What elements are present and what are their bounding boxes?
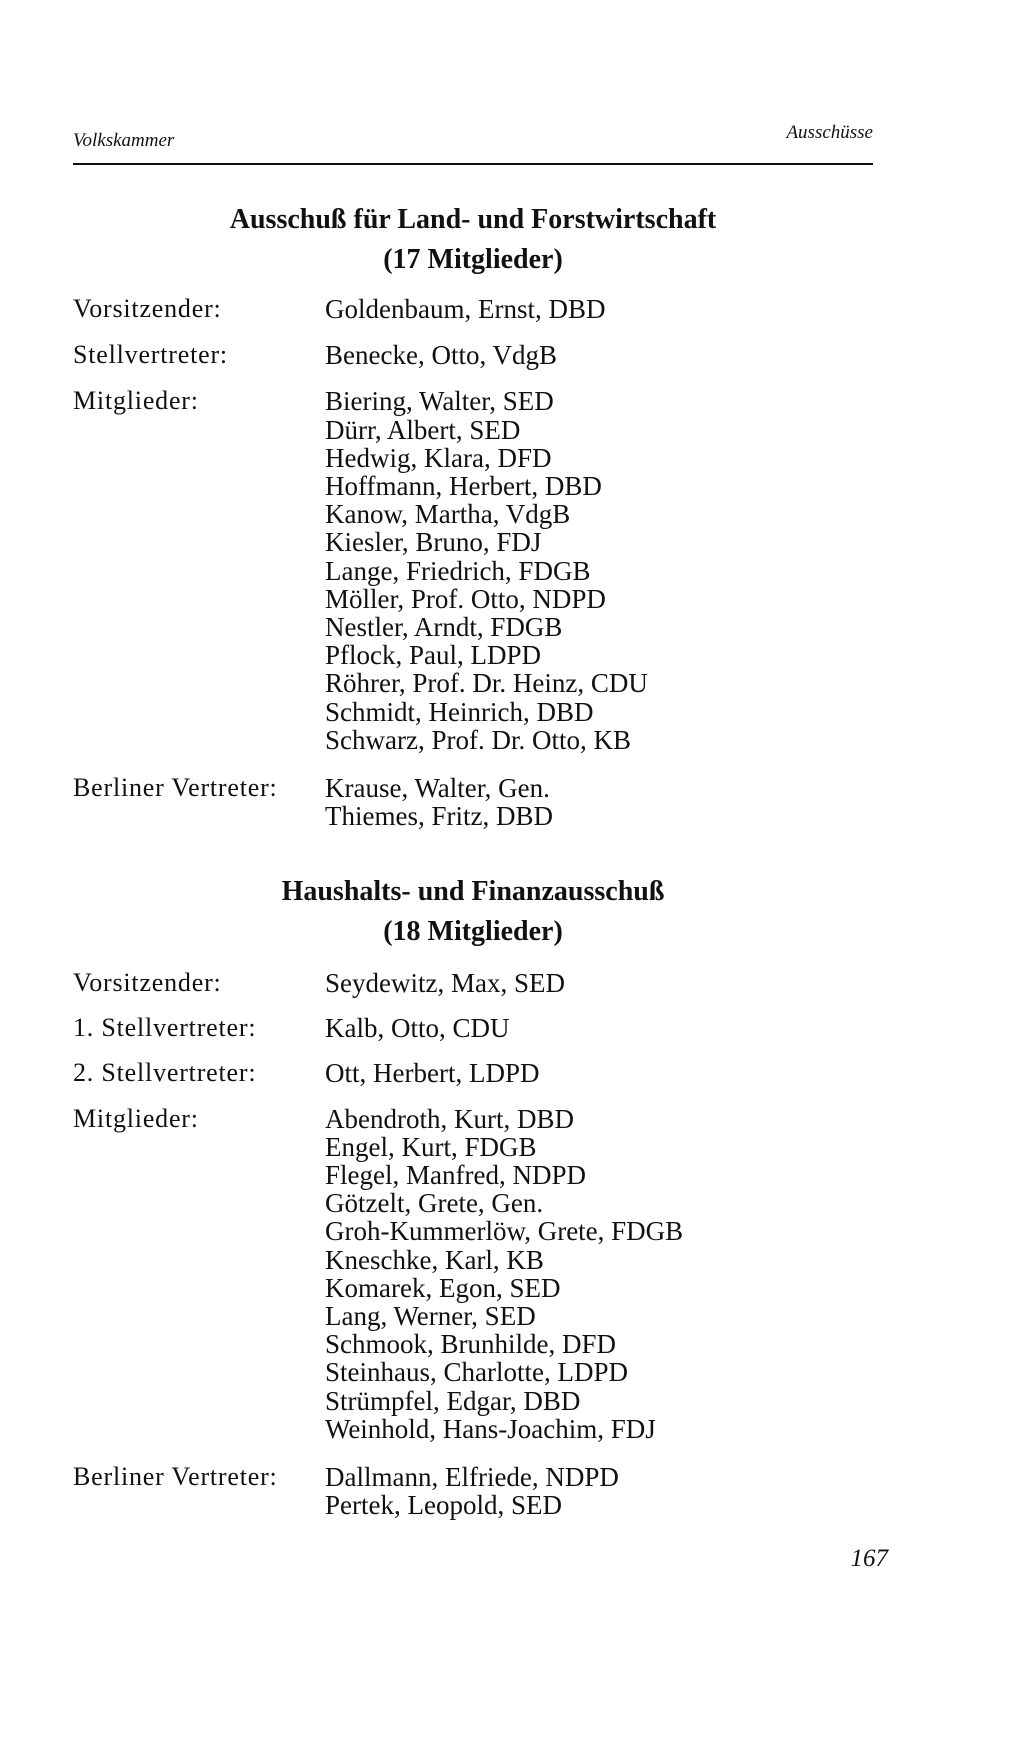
member-name: Pertek, Leopold, SED — [325, 1490, 562, 1521]
deputy-row — [73, 341, 873, 369]
names-list — [325, 387, 873, 754]
committee-title-line1: Haushalts- und Finanzausschuß — [281, 876, 665, 907]
names-list — [325, 969, 873, 997]
page-number: 167 — [850, 1545, 888, 1572]
names-list — [325, 1014, 873, 1042]
member-name: Goldenbaum, Ernst, DBD — [325, 294, 606, 324]
member-name: Kneschke, Karl, KB — [325, 1244, 544, 1275]
committee-title-line2: (17 Mitglieder) — [383, 244, 563, 275]
member-name: Schmidt, Heinrich, DBD — [325, 696, 594, 727]
first-deputy-row — [73, 1014, 873, 1042]
members-row — [73, 387, 873, 754]
member-name: Pflock, Paul, LDPD — [325, 640, 541, 671]
member-name: Komarek, Egon, SED — [325, 1272, 561, 1303]
committee-title-line1: Ausschuß für Land- und Forstwirtschaft — [229, 204, 717, 235]
member-name: Benecke, Otto, VdgB — [325, 340, 557, 371]
role-label: Berliner Vertreter: — [73, 773, 278, 803]
member-name: Biering, Walter, SED — [325, 386, 554, 417]
member-name: Möller, Prof. Otto, NDPD — [325, 583, 606, 614]
member-name: Kanow, Martha, VdgB — [325, 499, 571, 530]
role-label: Vorsitzender: — [73, 968, 222, 997]
role-label: Vorsitzender: — [73, 294, 222, 323]
members-row — [73, 1105, 873, 1443]
member-name: Nestler, Arndt, FDGB — [325, 612, 563, 643]
names-list — [325, 295, 873, 323]
member-name: Flegel, Manfred, NDPD — [325, 1160, 586, 1191]
role-label: Mitglieder: — [73, 386, 199, 416]
member-name: Götzelt, Grete, Gen. — [325, 1188, 544, 1219]
member-name: Ott, Herbert, LDPD — [325, 1058, 540, 1089]
role-label: Mitglieder: — [73, 1103, 199, 1133]
running-head-right: Ausschüsse — [786, 122, 873, 143]
role-label: Stellvertreter: — [73, 340, 228, 370]
member-name: Seydewitz, Max, SED — [325, 968, 565, 998]
running-head — [73, 122, 873, 152]
names-list — [325, 774, 873, 830]
role-label: 1. Stellvertreter: — [73, 1013, 257, 1043]
names-list — [325, 1059, 873, 1087]
role-label: 2. Stellvertreter: — [73, 1058, 257, 1088]
chair-row — [73, 969, 873, 997]
running-head-left: Volkskammer — [73, 130, 175, 151]
berlin-representatives-row — [73, 1463, 873, 1519]
committee-title-line2: (18 Mitglieder) — [383, 916, 563, 947]
member-name: Schmook, Brunhilde, DFD — [325, 1329, 617, 1360]
committee-section-agriculture — [73, 200, 873, 830]
member-name: Kalb, Otto, CDU — [325, 1013, 510, 1044]
berlin-representatives-row — [73, 774, 873, 830]
names-list — [325, 1105, 873, 1443]
member-name: Lang, Werner, SED — [325, 1301, 536, 1332]
member-name: Dürr, Albert, SED — [325, 414, 521, 445]
committee-section-budget-finance — [73, 872, 873, 1519]
member-name: Steinhaus, Charlotte, LDPD — [325, 1357, 628, 1388]
member-name: Weinhold, Hans-Joachim, FDJ — [325, 1413, 656, 1444]
member-name: Hedwig, Klara, DFD — [325, 442, 552, 473]
chair-row — [73, 295, 873, 323]
member-name: Lange, Friedrich, FDGB — [325, 555, 591, 586]
member-name: Krause, Walter, Gen. — [325, 773, 550, 804]
member-name: Dallmann, Elfriede, NDPD — [325, 1462, 619, 1493]
member-name: Hoffmann, Herbert, DBD — [325, 471, 602, 502]
member-name: Thiemes, Fritz, DBD — [325, 801, 553, 832]
member-name: Groh-Kummerlöw, Grete, FDGB — [325, 1216, 684, 1247]
member-name: Schwarz, Prof. Dr. Otto, KB — [325, 724, 631, 755]
names-list — [325, 1463, 873, 1519]
member-name: Röhrer, Prof. Dr. Heinz, CDU — [325, 668, 648, 699]
second-deputy-row — [73, 1059, 873, 1087]
member-name: Engel, Kurt, FDGB — [325, 1131, 537, 1162]
names-list — [325, 341, 873, 369]
role-label: Berliner Vertreter: — [73, 1462, 278, 1492]
committee-title — [73, 200, 873, 280]
committee-title — [73, 872, 873, 952]
member-name: Kiesler, Bruno, FDJ — [325, 527, 542, 558]
member-name: Abendroth, Kurt, DBD — [325, 1103, 574, 1134]
member-name: Strümpfel, Edgar, DBD — [325, 1385, 581, 1416]
header-rule — [73, 163, 873, 165]
